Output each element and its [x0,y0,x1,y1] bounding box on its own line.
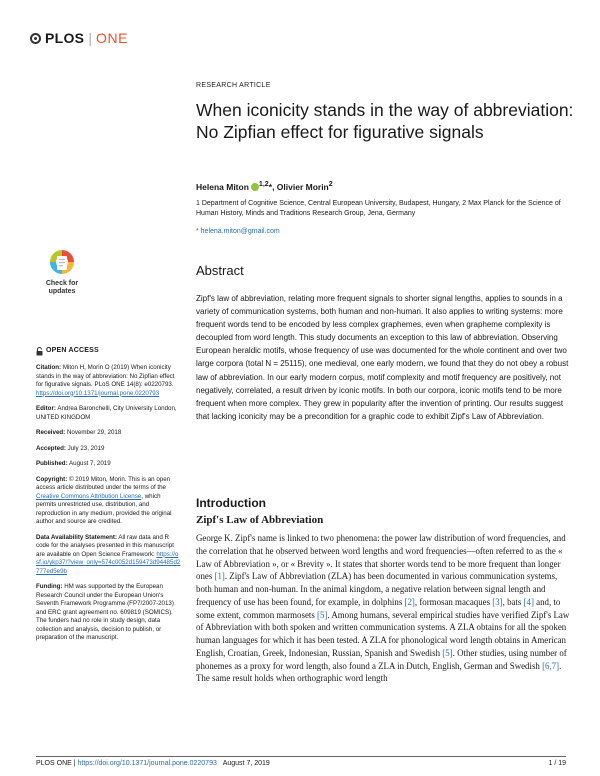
introduction-paragraph: George K. Zipf's name is linked to two phenomena: the power law distribution of word frequencies, and the correlation that he observed between word lengths and word frequencies—often referred to as the « Law of Abbreviation », or « Brevity ». It states that shorter words tend to be more frequent than longer ones [1]. Zipf's Law of Abbreviation (ZLA) has been documented in various communication systems, both human and non-human. In the animal kingdom, a negative relation between signal length and frequency of use has been found, for example, in dolphins [2], formosan macaques [3], bats [4] and, to some extent, common marmosets [5]. Among humans, several empirical studies have verified Zipf's Law of Abbreviation with both spoken and written communication systems. A ZLA obtains for all the spoken human languages for which it has been tested. A ZLA for phonological word length obtains in American English, Croatian, Greek, Indonesian, Russian, Spanish and Swedish [5]. Other studies, using number of phonemes as a proxy for word length, also found a ZLA in Dutch, English, German and Swedish [6,7]. The same result holds when orthographic word length [196,533,570,684]
data-availability-text: All raw data and R code for the analyses presented in this manuscript are available on Open Science Framework: [36,533,174,558]
reference-link[interactable]: [5] [317,609,328,620]
footer-separator: | [71,760,78,767]
article-type: RESEARCH ARTICLE [196,82,271,89]
abstract-body: Zipf's law of abbreviation, relating more frequent signals to shorter signal lengths, applies to sounds in a variety of communication systems, both human and non-human. It also applies to writing systems: more frequent words tend to be encoded by less complex graphemes, even when grapheme complexity is decoupled from word length. This study documents an exception to this law of abbreviation. Observing European heraldic motifs, whose frequency of use was documented for the whole continent and over two large corpora (total N = 25115), one medieval, one early modern, we found that they do not obey a robust law of abbreviation. In our early modern corpus, motif complexity and motif frequency are positively, not negatively, correlated, a result driven by iconic motifs. In both our corpora, iconic motifs tend to be more frequent when more complex. They grew in popularity after the invention of printing. Our results suggest that lacking iconicity may be a precondition for a graphic code to exhibit Zipf's Law of Abbreviation. [196,294,569,421]
reference-link[interactable]: [6,7] [542,660,560,671]
author-affiliation-sup: 2 [328,180,333,188]
check-updates-label: Check for updates [45,280,79,295]
editor-text: Andrea Baronchelli, City University London, UNITED KINGDOM [36,405,177,421]
footer-journal-info [36,760,270,767]
affiliations: 1 Department of Cognitive Science, Central European University, Budapest, Hungary, 2 Max Planck for the Science of Human History, Minds and Traditions Research Group, Jena, Germany [196,200,561,217]
corresponding-email-link[interactable]: * helena.miton@gmail.com [196,228,280,235]
check-updates-icon [48,248,76,278]
published-label: Published: [36,460,68,467]
published-block [36,460,181,469]
author-name[interactable]: Olivier Morin [276,181,329,192]
footer-date: August 7, 2019 [222,760,270,767]
article-info-sidebar [36,347,181,650]
introduction-heading: Introduction [196,496,266,510]
copyright-label: Copyright: [36,475,68,483]
reference-link[interactable]: [3] [492,596,503,607]
received-label: Received: [36,429,66,436]
data-availability-label: Data Availability Statement: [36,533,118,541]
author-list [196,180,333,192]
footer-journal: PLOS ONE [36,760,72,767]
copyright-text: © 2019 Miton, Morin. This is an open access article distributed under the terms of the [36,475,171,491]
copyright-block [36,476,181,527]
corresponding-mark: * [268,181,273,192]
citation-label: Citation: [36,364,62,371]
license-link[interactable]: Creative Commons Attribution License [36,492,142,500]
osf-link[interactable]: https://osf.io/ykp37/?view_only=574c0052d159473d94485d2777ed5e9b [36,550,181,575]
editor-block [36,405,181,422]
orcid-icon[interactable] [251,183,259,191]
copyright-text-rest: , which permits unrestricted use, distribution, and reproduction in any medium, provided the original author and source are credited. [36,492,172,525]
reference-link[interactable]: [4] [523,596,534,607]
logo-plos-text: PLOS [45,30,85,46]
section-subheading: Zipf's Law of Abbreviation [196,514,324,526]
accepted-date: July 23, 2019 [65,444,105,452]
reference-link[interactable]: [5] [442,647,453,658]
plos-one-logo[interactable] [30,30,128,46]
funding-text: HM was supported by the European Research Council under the European Union's Seventh Framework Programme (FP7/2007-2013) and ERC grant agreement no. 609819 (SOMICS). The funders had no role in study design, data collection and analysis, decision to publish, or preparation of the manuscript. [36,583,174,641]
author-affiliation-sup: 1,2 [258,180,269,188]
reference-link[interactable]: [1] [214,571,225,582]
footer-divider [36,756,566,757]
open-access-label: OPEN ACCESS [46,347,99,355]
author-name[interactable]: Helena Miton [196,181,249,192]
reference-link[interactable]: [2] [404,596,415,607]
citation-block [36,364,181,398]
accepted-block [36,445,181,454]
funding-label: Funding: [36,583,63,590]
page-number: 1 / 19 [548,760,566,767]
page-footer [36,760,566,767]
plos-logo-icon [30,33,41,44]
citation-text: Miton H, Morin O (2019) When iconicity stands in the way of abbreviation: No Zipfian effect for figurative signals. PLoS ONE 14(8): e0220793. [36,364,175,388]
logo-one-text: ONE [95,30,129,46]
accepted-label: Accepted: [36,444,66,452]
citation-doi-link[interactable]: https://doi.org/10.1371/journal.pone.0220793 [36,389,160,397]
footer-doi-link[interactable]: https://doi.org/10.1371/journal.pone.0220793 [77,760,217,767]
funding-block [36,583,181,643]
author-separator: , [272,181,277,192]
logo-separator: | [88,30,92,46]
check-for-updates-button[interactable] [36,248,88,302]
editor-label: Editor: [36,405,56,412]
open-access-badge [36,347,181,356]
article-title: When iconicity stands in the way of abbreviation: No Zipfian effect for figurative signals [196,100,574,142]
abstract-heading: Abstract [196,263,244,278]
received-date: November 29, 2018 [65,429,122,436]
data-availability-block [36,534,181,577]
received-block [36,429,181,438]
published-date: August 7, 2019 [67,460,111,467]
open-lock-icon [36,347,43,356]
